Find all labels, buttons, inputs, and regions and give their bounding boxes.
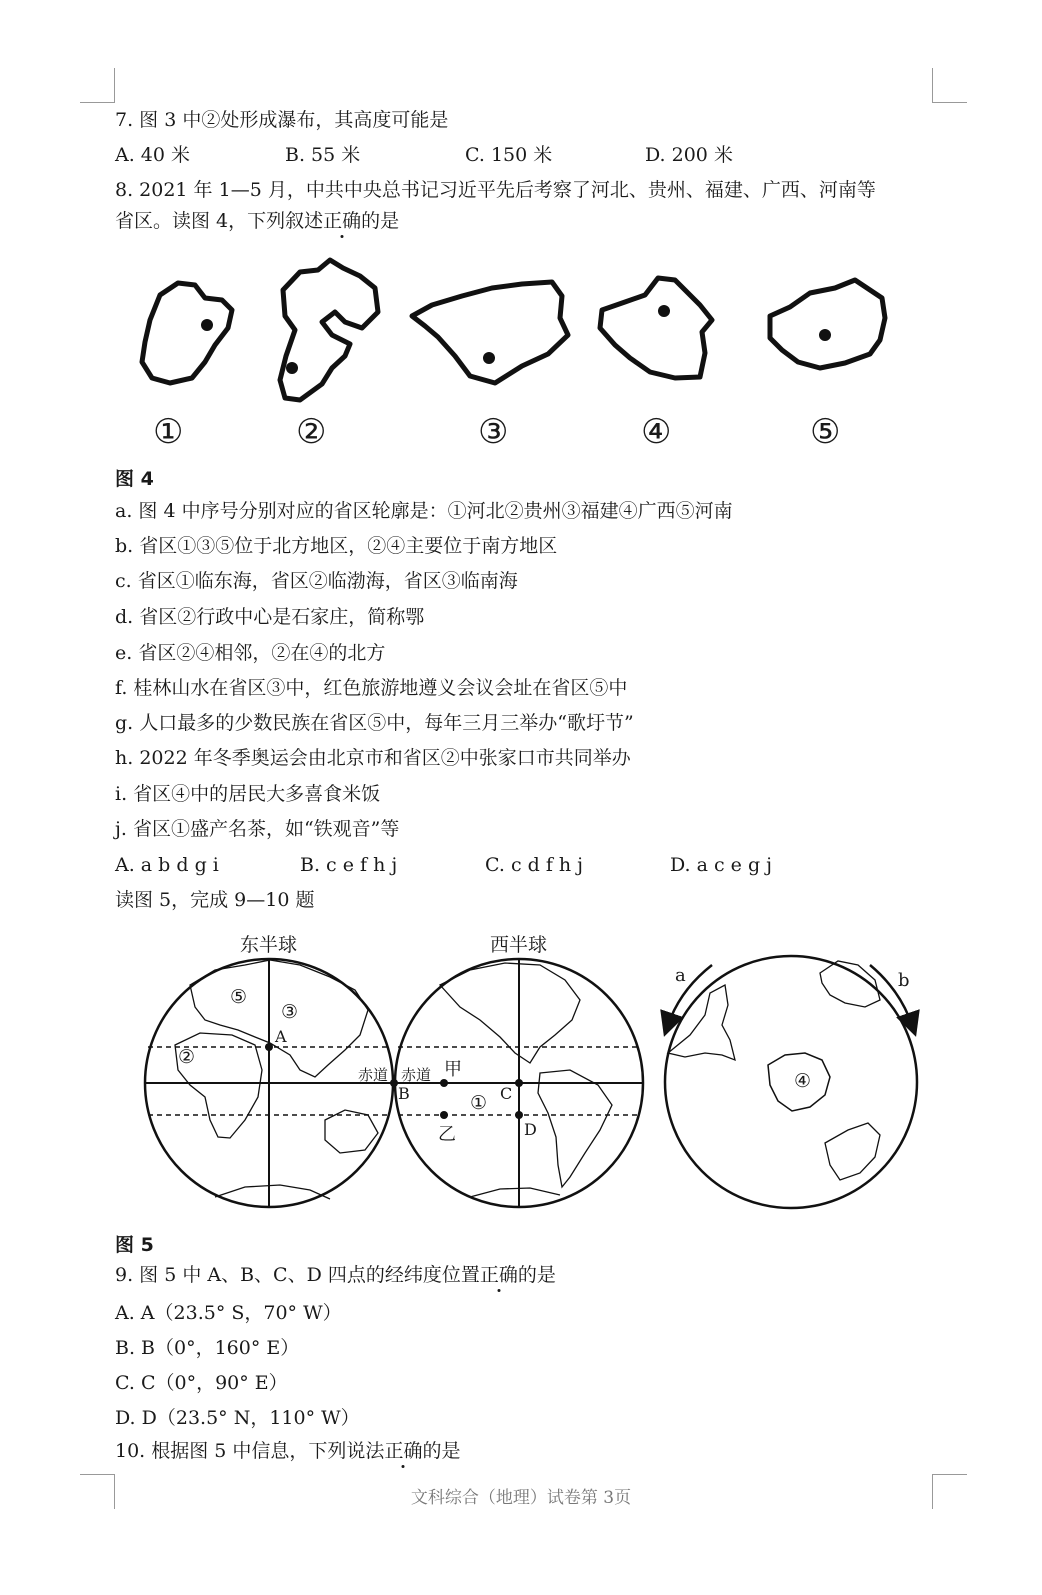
q8-option-d: D. a c e g j (670, 854, 773, 876)
q7-option-b: B. 55 米 (285, 144, 361, 166)
q8-statement-g: g. 人口最多的少数民族在省区⑤中，每年三月三举办“歌圩节” (115, 712, 634, 734)
label-point-d: D (524, 1120, 537, 1139)
q8-statement-e: e. 省区②④相邻，②在④的北方 (115, 642, 386, 664)
q8-statement-i: i. 省区④中的居民大多喜食米饭 (115, 783, 381, 805)
label-point-b: B (398, 1084, 410, 1103)
q8-stem-pre: 省区。读图 4，下列叙述 (115, 210, 324, 232)
page-footer: 文科综合（地理）试卷第 3页 (410, 1488, 632, 1508)
label-arrow-a: a (675, 965, 686, 986)
question-8-stem-line1: 8. 2021 年 1—5 月，中共中央总书记习近平先后考察了河北、贵州、福建、广西、河南等 (115, 179, 876, 201)
q10-stem-post: 的是 (422, 1440, 461, 1462)
label-region-1: ① (470, 1092, 488, 1114)
label-region-3: ③ (281, 1001, 299, 1023)
point-d-dot (515, 1111, 523, 1119)
point-a-dot (265, 1043, 273, 1051)
province-label-3: ③ (478, 412, 509, 452)
equator-label-left: 赤道 (358, 1066, 389, 1084)
q8-stem-post: 的是 (361, 210, 400, 232)
q9-stem-pre: 9. 图 5 中 A、B、C、D 四点的经纬度位置 (115, 1264, 480, 1286)
province-label-2: ② (296, 412, 327, 452)
q9-option-d: D. D（23.5° N，110° W） (115, 1407, 360, 1429)
q9-stem-emphasis: 正确 (479, 1264, 518, 1286)
q9-option-c: C. C（0°，90° E） (115, 1372, 288, 1394)
province-outline-3 (412, 282, 568, 383)
province-2-capital-dot (286, 362, 298, 374)
label-point-jia: 甲 (444, 1059, 462, 1080)
q8-option-c: C. c d f h j (485, 854, 584, 876)
label-point-yi: 乙 (438, 1124, 456, 1145)
q8-statement-f: f. 桂林山水在省区③中，红色旅游地遵义会议会址在省区⑤中 (115, 677, 628, 699)
question-8-stem-line2 (115, 208, 399, 234)
q8-statement-b: b. 省区①③⑤位于北方地区，②④主要位于南方地区 (115, 535, 558, 557)
south-america-coast (538, 1070, 612, 1187)
crop-mark-top-right (932, 68, 967, 103)
point-b-dot (390, 1079, 398, 1087)
q8-statement-j: j. 省区①盛产名茶，如“铁观音”等 (115, 818, 400, 840)
australia-coast (325, 1110, 378, 1153)
q8-stem-emphasis: 正确 (323, 210, 362, 232)
figure-5-hemispheres (0, 925, 1042, 1215)
q10-stem-pre: 10. 根据图 5 中信息，下列说法 (115, 1440, 385, 1462)
q9-stem-post: 的是 (517, 1264, 556, 1286)
crop-mark-top-left (80, 68, 115, 103)
province-1-capital-dot (201, 319, 213, 331)
east-hemisphere-title: 东半球 (240, 934, 298, 956)
q9-option-a: A. A（23.5° S，70° W） (115, 1302, 342, 1324)
label-region-4: ④ (794, 1070, 812, 1092)
province-label-1: ① (153, 412, 184, 452)
q8-statement-a: a. 图 4 中序号分别对应的省区轮廓是：①河北②贵州③福建④广西⑤河南 (115, 500, 733, 522)
label-point-a: A (275, 1027, 287, 1046)
polar-landmass-bottom (825, 1123, 880, 1180)
province-outline-4 (600, 278, 712, 378)
equator-label-right: 赤道 (401, 1066, 432, 1084)
read-figure-5-instruction: 读图 5，完成 9—10 题 (115, 889, 315, 911)
label-region-2: ② (178, 1046, 196, 1068)
province-3-capital-dot (483, 352, 495, 364)
province-outline-5 (770, 280, 885, 368)
question-7-stem: 7. 图 3 中②处形成瀑布，其高度可能是 (115, 109, 449, 131)
q7-option-c: C. 150 米 (465, 144, 553, 166)
south-polar-view (665, 956, 917, 1208)
antarctica-coast-west (470, 1188, 560, 1197)
q7-option-d: D. 200 米 (645, 144, 733, 166)
west-hemisphere-title: 西半球 (490, 934, 548, 956)
province-outline-1 (142, 283, 232, 383)
label-region-5: ⑤ (230, 986, 248, 1008)
polar-landmass-left (668, 985, 735, 1060)
point-c-dot (515, 1079, 523, 1087)
q8-option-b: B. c e f h j (300, 854, 398, 876)
q9-option-b: B. B（0°，160° E） (115, 1337, 300, 1359)
q8-option-a: A. a b d g i (115, 854, 219, 876)
q8-statement-d: d. 省区②行政中心是石家庄，简称鄂 (115, 606, 425, 628)
figure-5-caption: 图 5 (115, 1234, 154, 1256)
figure-4-caption: 图 4 (115, 468, 154, 490)
eastern-hemisphere (145, 959, 393, 1207)
q8-statement-h: h. 2022 年冬季奥运会由北京市和省区②中张家口市共同举办 (115, 747, 631, 769)
label-arrow-b: b (898, 970, 910, 991)
north-america-coast (440, 963, 580, 1063)
label-point-c: C (500, 1084, 513, 1103)
province-5-capital-dot (819, 329, 831, 341)
question-10-stem (115, 1438, 460, 1464)
province-label-5: ⑤ (810, 412, 841, 452)
province-label-4: ④ (641, 412, 672, 452)
q7-option-a: A. 40 米 (115, 144, 191, 166)
q8-statement-c: c. 省区①临东海，省区②临渤海，省区③临南海 (115, 570, 518, 592)
province-4-capital-dot (658, 305, 670, 317)
question-9-stem (115, 1262, 556, 1288)
eurasia-coast (190, 960, 368, 1077)
q10-stem-emphasis: 正确 (384, 1440, 423, 1462)
province-outline-2 (280, 260, 378, 400)
point-yi-dot (440, 1111, 448, 1119)
antarctica-coast-east (215, 1185, 330, 1199)
